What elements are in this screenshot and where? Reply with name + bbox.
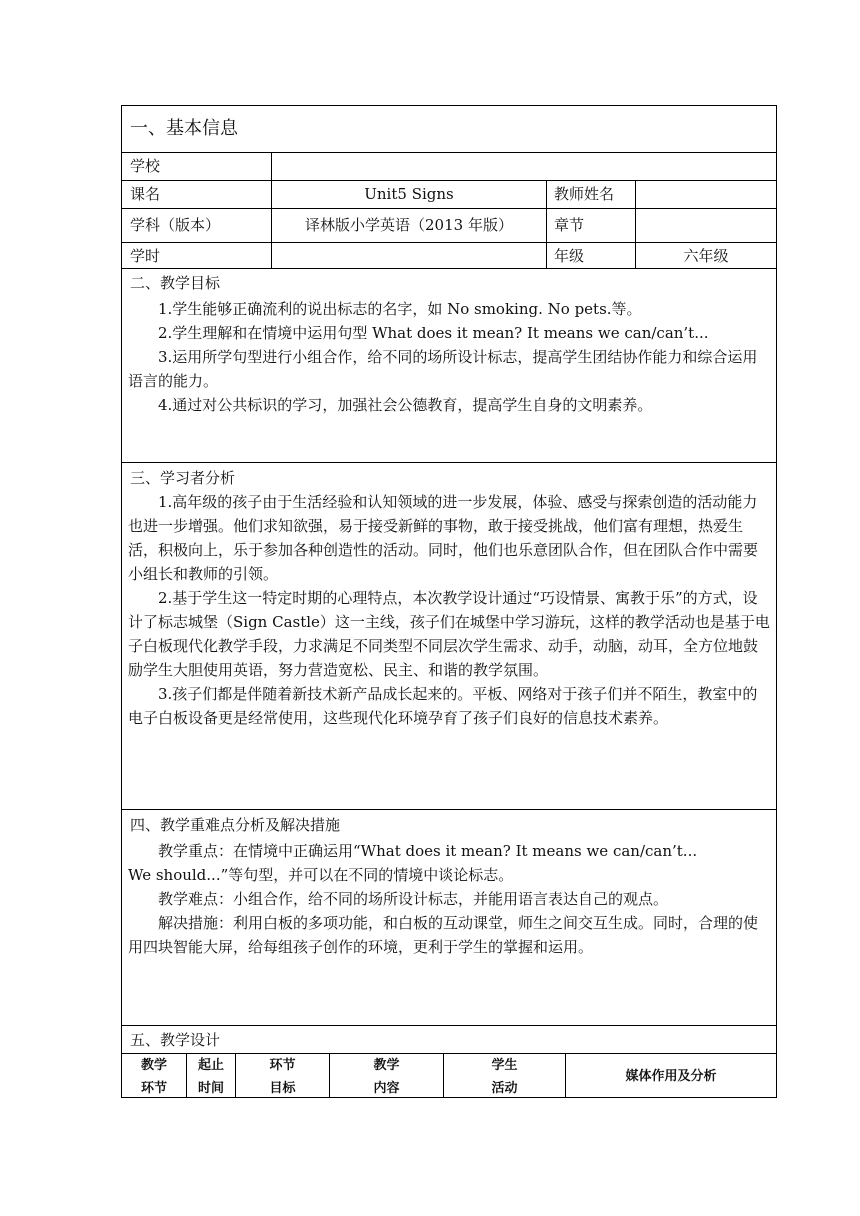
- col-divider: [546, 180, 547, 268]
- teacher-label: 教师姓名: [554, 185, 615, 203]
- hours-label: 学时: [130, 247, 161, 265]
- design-header-cell: 环节 目标: [269, 1058, 296, 1096]
- col-divider: [271, 152, 272, 268]
- key-point-line: 教学重点：在情境中正确运用“What does it mean? It means we can/can’t...: [158, 842, 698, 860]
- section2-title: 二、教学目标: [130, 274, 221, 292]
- grade-value: 六年级: [683, 247, 729, 265]
- section3-title: 三、学习者分析: [130, 469, 236, 487]
- objective-item: 4.通过对公共标识的学习，加强社会公德教育，提高学生自身的文明素养。: [158, 396, 653, 414]
- objective-item: 1.学生能够正确流利的说出标志的名字，如 No smoking. No pets.等。: [158, 300, 642, 318]
- chapter-label: 章节: [554, 216, 585, 234]
- solution-text: 解决措施：利用白板的多项功能，和白板的互动课堂，师生之间交互生成。同时，合理的使用四块智能大屏，给每组孩子创作的环境，更利于学生的掌握和运用。: [128, 914, 759, 956]
- objective-item: 2.学生理解和在情境中运用句型 What does it mean? It means we can/can’t...: [158, 324, 709, 342]
- subject-value: 译林版小学英语（2013 年版）: [305, 216, 513, 234]
- subject-label: 学科（版本）: [130, 216, 221, 234]
- course-label: 课名: [130, 185, 161, 203]
- key-point-line: We should...”等句型，并可以在不同的情境中谈论标志。: [128, 866, 514, 884]
- design-header-cell: 起止 时间: [197, 1058, 224, 1096]
- school-label: 学校: [130, 157, 161, 175]
- analysis-item: 1.高年级的孩子由于生活经验和认知领域的进一步发展，体验、感受与探索创造的活动能力也进一步增强。他们求知欲强，易于接受新鲜的事物，敢于接受挑战，他们富有理想，热爱生活，积极向上，乐于参加各种创造性的活动。同时，他们也乐意团队合作，但在团队合作中需要小组长和教师的引领。: [128, 493, 759, 583]
- analysis-item: 2.基于学生这一特定时期的心理特点，本次教学设计通过“巧设情景、寓教于乐”的方式，设计了标志城堡（Sign Castle）这一主线，孩子们在城堡中学习游玩，这样的教学活动也是基于电子白板现代化教学手段，力求满足不同类型不同层次学生需求、动手，动脑，动耳，全方位地鼓励学生大胆使用英语，努力营造宽松、民主、和谐的教学氛围。: [128, 589, 770, 679]
- design-header-cell: 学生 活动: [491, 1058, 518, 1096]
- objective-item: 3.运用所学句型进行小组合作，给不同的场所设计标志，提高学生团结协作能力和综合运用语言的能力。: [128, 348, 758, 390]
- design-header-cell: 教学 环节: [140, 1058, 167, 1096]
- row-divider: [121, 208, 777, 209]
- key-difficulty-analysis: [128, 839, 772, 959]
- section5-title: 五、教学设计: [130, 1031, 221, 1049]
- row-divider: [121, 242, 777, 243]
- design-header-cell: 媒体作用及分析: [625, 1069, 717, 1084]
- section1-title: 一、基本信息: [130, 118, 238, 139]
- row-divider: [121, 152, 777, 153]
- analysis-item: 3.孩子们都是伴随着新技术新产品成长起来的。平板、网络对于孩子们并不陌生，教室中的电子白板设备更是经常使用，这些现代化环境孕育了孩子们良好的信息技术素养。: [128, 685, 758, 727]
- row-divider: [121, 462, 777, 463]
- row-divider: [121, 1025, 777, 1026]
- learner-analysis: [128, 490, 772, 730]
- teaching-objectives: [128, 297, 772, 417]
- section4-title: 四、教学重难点分析及解决措施: [130, 816, 341, 834]
- design-header-cell: 教学 内容: [373, 1058, 400, 1096]
- row-divider: [121, 180, 777, 181]
- row-divider: [121, 809, 777, 810]
- grade-label: 年级: [554, 247, 585, 265]
- row-divider: [121, 268, 777, 269]
- course-value: Unit5 Signs: [364, 185, 454, 203]
- difficulty-point: 教学难点：小组合作，给不同的场所设计标志，并能用语言表达自己的观点。: [158, 890, 669, 908]
